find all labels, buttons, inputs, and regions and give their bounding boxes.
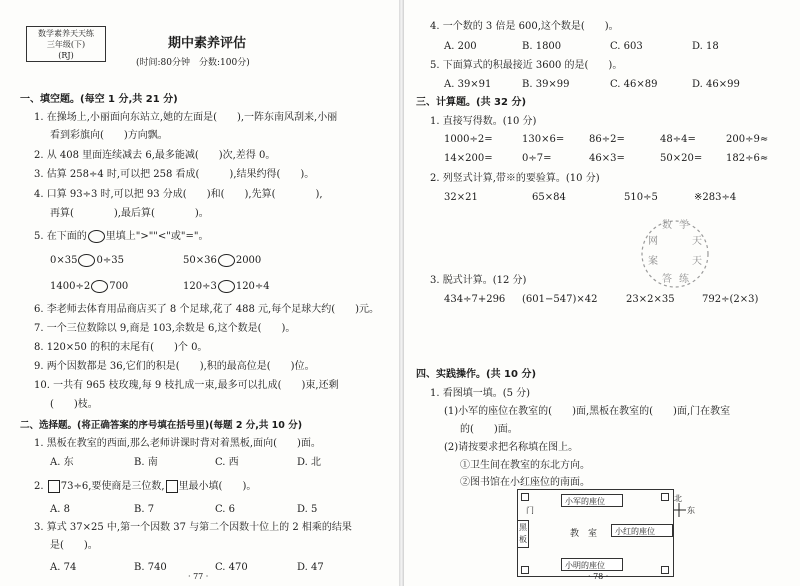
series-label-box [26, 26, 106, 62]
blank-square-icon [166, 480, 178, 493]
question-fill-3: 3. 估算 258÷4 时,可以把 258 看成( ),结果约得( )。 [34, 169, 315, 180]
question-fill-4b: 再算( ),最后算( )。 [50, 208, 209, 219]
choice-1-opt-a: A. 东 [50, 457, 74, 468]
question-choice-5: 5. 下面算式的积最接近 3600 的是( )。 [430, 60, 623, 71]
page-number-right: · 78 · [588, 572, 609, 581]
compare-right: 700 [109, 281, 129, 292]
practice-1-title: 1. 看图填一填。(5 分) [430, 388, 531, 399]
compare-left: 0×35 [50, 255, 78, 266]
choice-4-opt-d: D. 18 [692, 41, 719, 52]
choice-5-opt-a: A. 39×91 [444, 79, 492, 90]
question-choice-4: 4. 一个数的 3 倍是 600,这个数是( )。 [430, 21, 619, 32]
vertical-calc-item: 32×21 [444, 192, 478, 203]
watermark-stamp [634, 206, 716, 302]
oral-calc-cell: 48÷4= [660, 134, 696, 145]
calc-2-title: 2. 列竖式计算,带※的要验算。(10 分) [430, 173, 600, 184]
choice-4-opt-a: A. 200 [444, 41, 477, 52]
oral-calc-cell: 130×6= [522, 134, 565, 145]
choice-2-text-end: 里最小填( )。 [178, 481, 257, 492]
compare-left: 50×36 [183, 255, 217, 266]
practice-1-1b: 的( )面。 [460, 424, 518, 435]
oral-calc-cell: 1000÷2= [444, 134, 493, 145]
blank-square-icon [48, 480, 60, 493]
compare-right: 0÷35 [96, 255, 124, 266]
page-title: 期中素养评估 [168, 36, 247, 51]
choice-4-opt-c: C. 603 [610, 41, 643, 52]
step-calc-item: 792÷(2×3) [702, 294, 759, 305]
calc-3-title: 3. 脱式计算。(12 分) [430, 275, 527, 286]
seat-label: 小军的座位 [565, 497, 605, 506]
door-label: 门 [526, 506, 534, 515]
seat-xiaohong [611, 524, 673, 537]
compare-circle-icon [78, 254, 95, 267]
choice-2-opt-d: D. 5 [297, 504, 318, 515]
compass-north: 北 [674, 494, 682, 503]
choice-2-opt-a: A. 8 [50, 504, 70, 515]
compare-item-1 [50, 254, 124, 267]
question-fill-4a: 4. 口算 93÷3 时,可以把 93 分成( )和( ),先算( ), [34, 189, 323, 200]
choice-2-opt-b: B. 7 [134, 504, 155, 515]
vertical-calc-item: 65×84 [532, 192, 566, 203]
question-fill-7: 7. 一个三位数除以 9,商是 103,余数是 6,这个数是( )。 [34, 323, 296, 334]
practice-1-1a: (1)小军的座位在教室的( )面,黑板在教室的( )面,门在教室 [444, 406, 731, 417]
classroom-label: 教 室 [570, 529, 598, 539]
choice-5-opt-b: B. 39×99 [522, 79, 570, 90]
right-page [404, 0, 800, 586]
compare-circle-icon [91, 280, 108, 293]
question-choice-2 [34, 480, 256, 493]
question-fill-1b: 看到彩旗向( )方向飘。 [50, 130, 168, 141]
practice-1-2b: ②图书馆在小红座位的南面。 [460, 477, 590, 488]
grade-label: 三年级(下) [46, 40, 86, 49]
practice-1-2a: ①卫生间在教室的东北方向。 [460, 460, 590, 471]
choice-2-opt-c: C. 6 [215, 504, 236, 515]
choice-1-opt-b: B. 南 [134, 457, 158, 468]
vertical-calc-item: 510÷5 [624, 192, 658, 203]
question-choice-3a: 3. 算式 37×25 中,第一个因数 37 与第二个因数十位上的 2 相乘的结果 [34, 522, 352, 533]
svg-text:天: 天 [692, 236, 702, 247]
svg-text:数: 数 [662, 220, 672, 231]
compare-circle-icon [88, 230, 105, 243]
choice-3-opt-a: A. 74 [50, 562, 77, 573]
choice-3-opt-c: C. 470 [215, 562, 248, 573]
step-calc-item: 434÷7+296 [444, 294, 506, 305]
step-calc-item: (601−547)×42 [522, 294, 598, 305]
question-choice-1: 1. 黑板在教室的西面,那么老师讲课时背对着黑板,面向( )面。 [34, 438, 321, 449]
vertical-calc-item: ※283÷4 [694, 192, 737, 203]
choice-4-opt-b: B. 1800 [522, 41, 562, 52]
choice-1-opt-c: C. 西 [215, 457, 239, 468]
corner-mark [521, 493, 529, 501]
question-fill-10a: 10. 一共有 965 枝玫瑰,每 9 枝扎成一束,最多可以扎成( )束,还剩 [34, 380, 339, 391]
edition-label: (RJ) [58, 51, 74, 60]
q2-number: 2. [34, 481, 44, 492]
series-name: 数学素养天天练 [38, 29, 94, 38]
seat-xiaojun [561, 494, 623, 507]
section-calc-title: 三、计算题。(共 32 分) [416, 97, 527, 108]
oral-calc-cell: 182÷6≈ [726, 153, 769, 164]
choice-1-opt-d: D. 北 [297, 457, 322, 468]
compare-circle-icon [218, 280, 235, 293]
seat-label: 小红的座位 [615, 527, 655, 536]
oral-calc-cell: 0÷7= [522, 153, 552, 164]
section-fill-blank-title: 一、填空题。(每空 1 分,共 21 分) [20, 94, 178, 105]
choice-3-opt-b: B. 740 [134, 562, 167, 573]
svg-text:学: 学 [679, 220, 689, 231]
oral-calc-cell: 50×20= [660, 153, 703, 164]
svg-text:网: 网 [648, 236, 658, 247]
compare-left: 1400÷2 [50, 281, 91, 292]
oral-calc-cell: 200÷9≈ [726, 134, 769, 145]
seat-xiaoming [561, 558, 623, 571]
compare-item-2 [183, 254, 261, 267]
compare-right: 120÷4 [235, 281, 270, 292]
compass-east: 东 [687, 506, 695, 515]
question-fill-1a: 1. 在操场上,小丽面向东站立,她的左面是( ),一阵东南风刮来,小丽 [34, 112, 338, 123]
blackboard [517, 520, 529, 548]
question-fill-9: 9. 两个因数都是 36,它们的积是( ),积的最高位是( )位。 [34, 361, 315, 372]
compare-circle-icon [218, 254, 235, 267]
practice-1-2: (2)请按要求把名称填在图上。 [444, 442, 579, 453]
svg-text:练: 练 [679, 274, 689, 285]
question-fill-10b: ( )枝。 [50, 399, 98, 410]
step-calc-item: 23×2×35 [626, 294, 675, 305]
svg-text:案: 案 [648, 256, 658, 267]
q5-prefix: 5. 在下面的 [34, 231, 87, 242]
choice-3-opt-d: D. 47 [297, 562, 324, 573]
choice-5-opt-c: C. 46×89 [610, 79, 658, 90]
page-number-left: · 77 · [188, 572, 209, 581]
section-practice-title: 四、实践操作。(共 10 分) [416, 369, 537, 380]
corner-mark [521, 566, 529, 574]
svg-text:天: 天 [692, 256, 702, 267]
question-fill-5 [34, 230, 208, 243]
classroom-plan [517, 489, 674, 577]
question-fill-2: 2. 从 408 里面连续减去 6,最多能减( )次,差得 0。 [34, 150, 276, 161]
compare-item-4 [183, 280, 270, 293]
question-choice-3b: 是( )。 [50, 540, 98, 551]
oral-calc-cell: 46×3= [589, 153, 625, 164]
section-choice-title: 二、选择题。(将正确答案的序号填在括号里)(每题 2 分,共 10 分) [20, 420, 303, 431]
compare-right: 2000 [235, 255, 262, 266]
corner-mark [661, 493, 669, 501]
seat-label: 小明的座位 [565, 561, 605, 570]
svg-text:答: 答 [662, 274, 672, 285]
blackboard-label: 黑板 [519, 523, 527, 544]
time-score-note: (时间:80分钟 分数:100分) [136, 58, 250, 68]
question-fill-8: 8. 120×50 的积的末尾有( )个 0。 [34, 342, 208, 353]
compare-left: 120÷3 [183, 281, 217, 292]
calc-1-title: 1. 直接写得数。(10 分) [430, 116, 537, 127]
oral-calc-cell: 86÷2= [589, 134, 625, 145]
choice-5-opt-d: D. 46×99 [692, 79, 740, 90]
compare-item-3 [50, 280, 128, 293]
q5-suffix: 里填上">""<"或"="。 [105, 231, 209, 242]
corner-mark [661, 566, 669, 574]
oral-calc-cell: 14×200= [444, 153, 493, 164]
question-fill-6: 6. 李老师去体育用品商店买了 8 个足球,花了 488 元,每个足球大约( )元。 [34, 304, 380, 315]
compass-icon [672, 493, 702, 519]
choice-2-text: 73÷6,要使商是三位数, [60, 481, 165, 492]
